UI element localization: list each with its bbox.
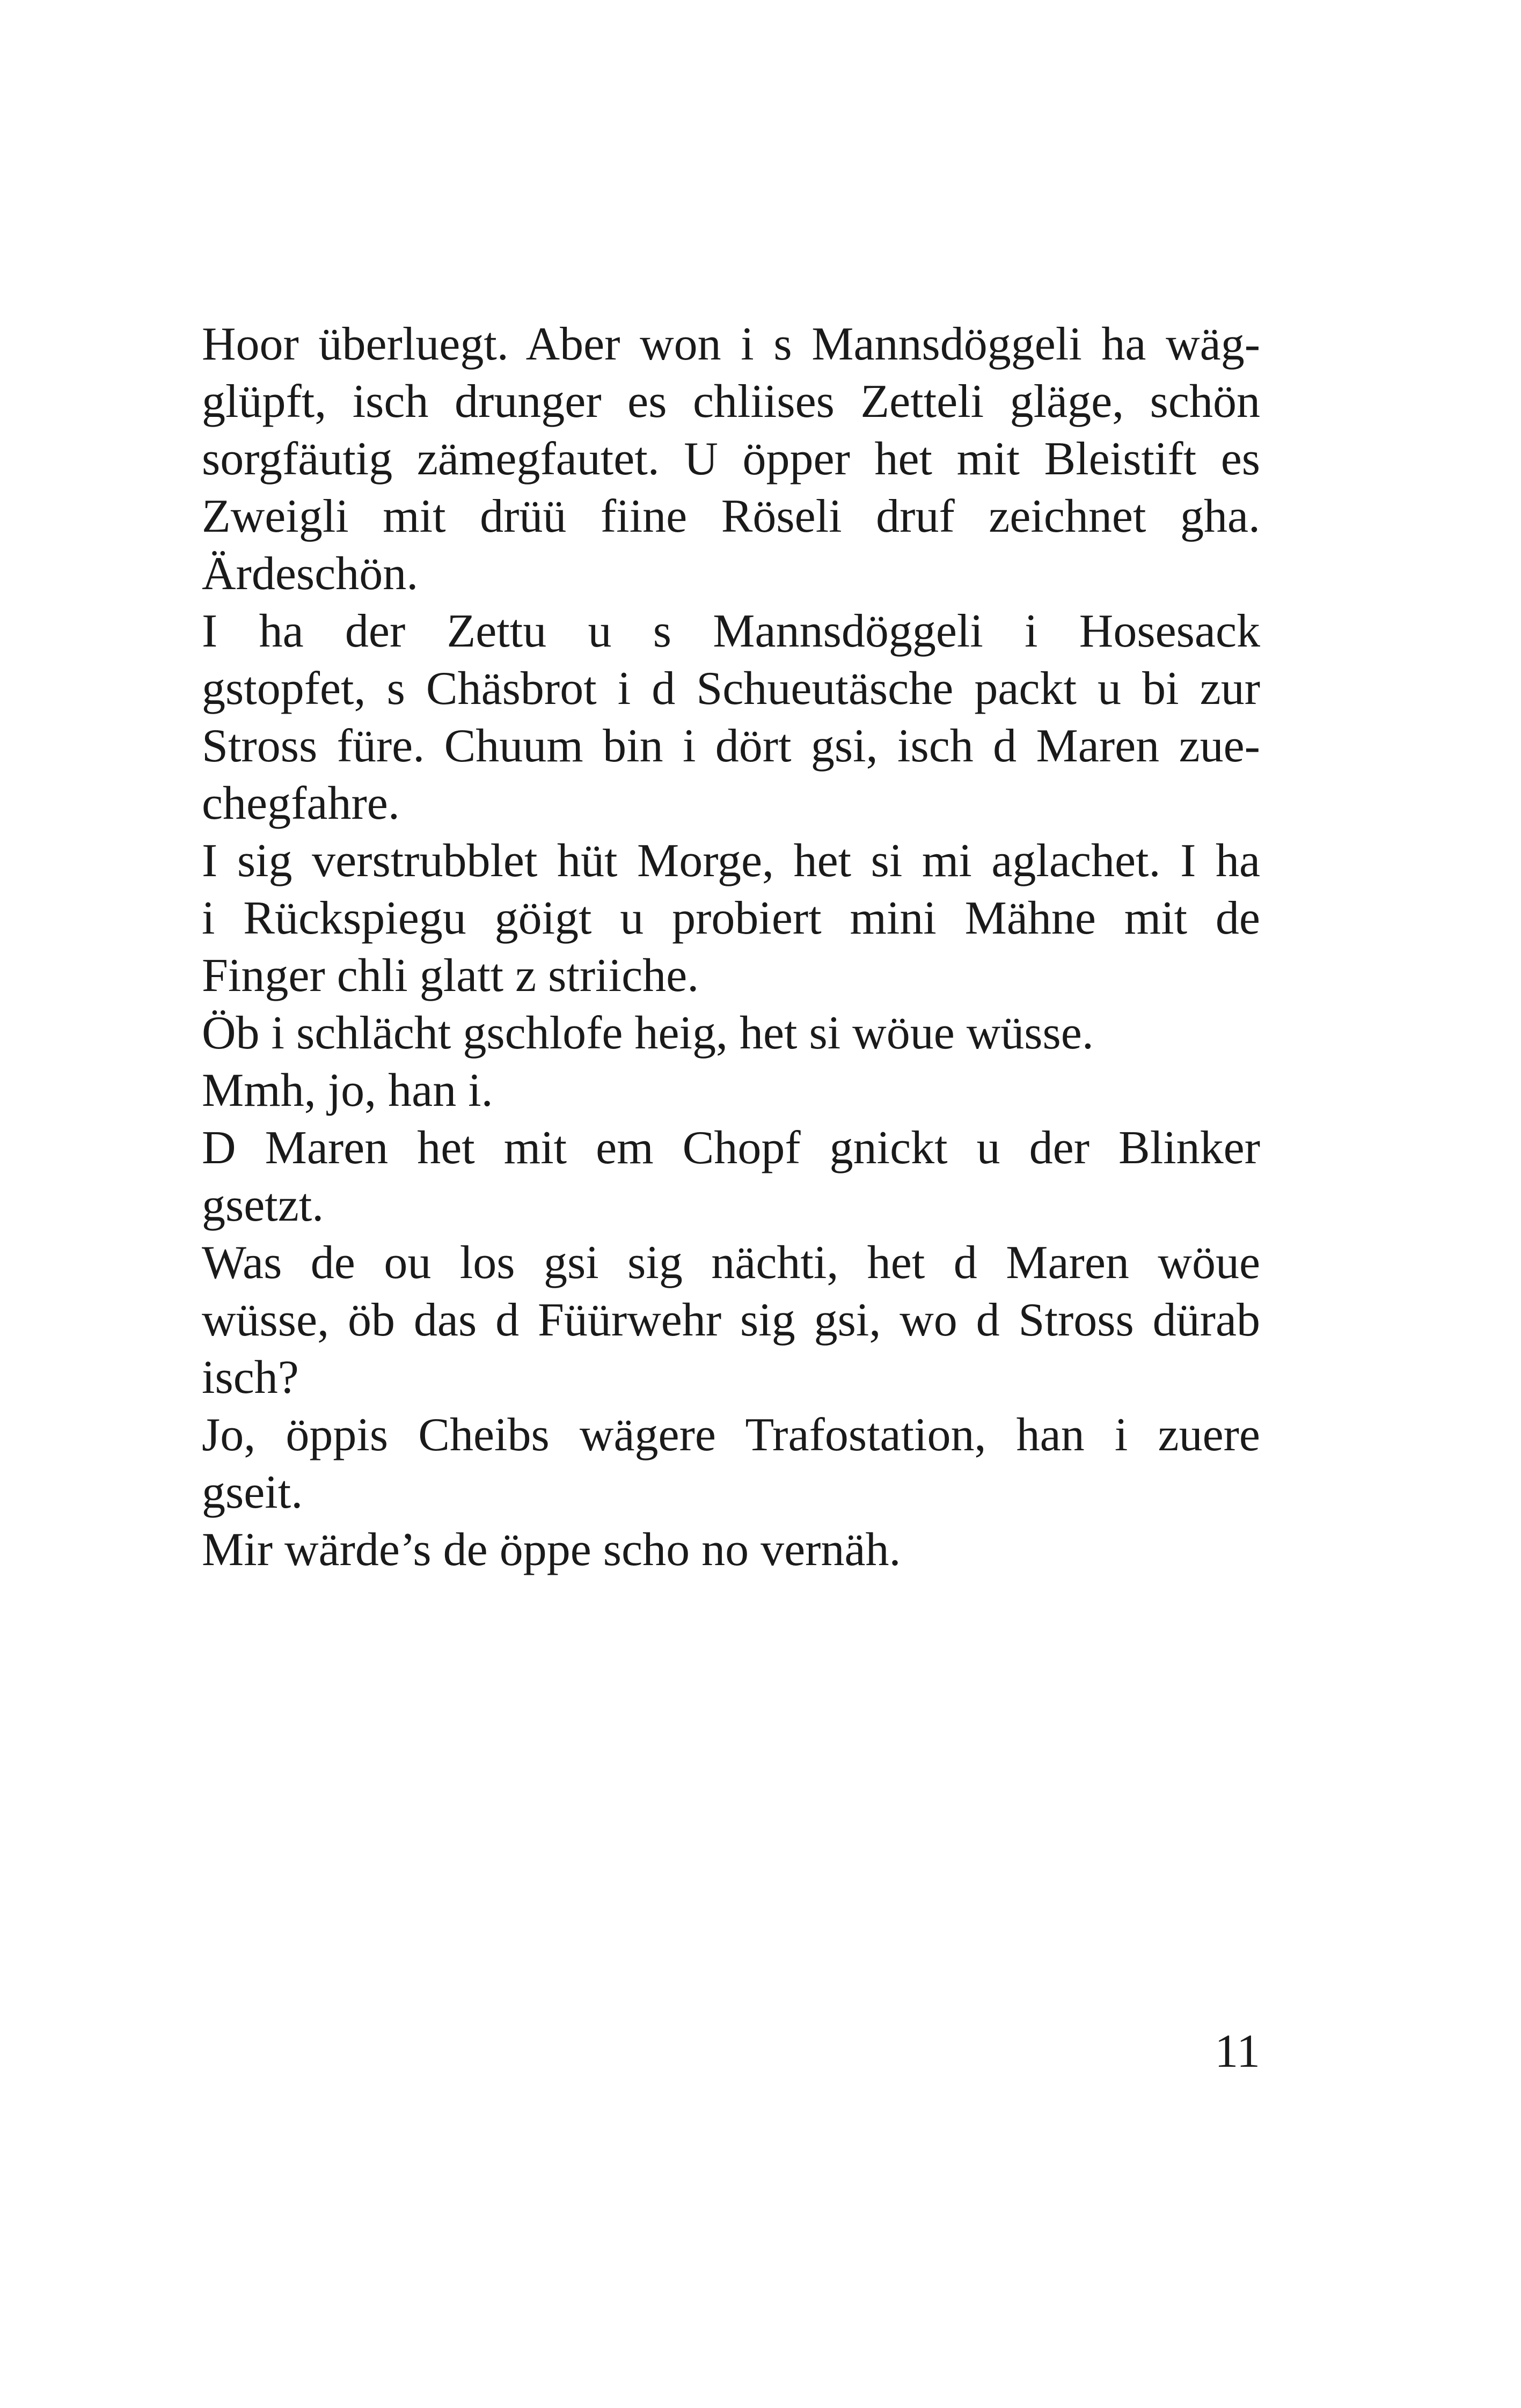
- text-line: Jo, öppis Cheibs wägere Trafostation, han i zuere: [202, 1409, 1260, 1461]
- body-text: [202, 315, 1260, 1579]
- text-line: Öb i schlächt gschlofe heig, het si wöue wüsse.: [202, 1007, 1094, 1059]
- text-line: sorgfäutig zämegfautet. U öpper het mit Bleistift es: [202, 433, 1260, 485]
- text-line: Mir wärde’s de öppe scho no vernäh.: [202, 1524, 901, 1576]
- page-number: 11: [1215, 2025, 1260, 2077]
- text-line: Hoor überluegt. Aber won i s Mannsdöggeli ha wäg-: [202, 318, 1260, 370]
- text-line: gstopfet, s Chäsbrot i d Schueutäsche packt u bi zur: [202, 663, 1260, 715]
- text-line: glüpft, isch drunger es chliises Zetteli gläge, schön: [202, 376, 1260, 428]
- text-line: gseit.: [202, 1466, 303, 1518]
- text-line: D Maren het mit em Chopf gnickt u der Blinker: [202, 1122, 1260, 1174]
- text-line: I sig verstrubblet hüt Morge, het si mi aglachet. I ha: [202, 835, 1260, 887]
- text-line: chegfahre.: [202, 777, 400, 829]
- text-line: Mmh, jo, han i.: [202, 1064, 493, 1117]
- text-line: Ärdeschön.: [202, 548, 419, 600]
- text-line: i Rückspiegu göigt u probiert mini Mähne mit de: [202, 892, 1260, 944]
- text-line: wüsse, öb das d Füürwehr sig gsi, wo d Stross dürab: [202, 1294, 1260, 1346]
- text-line: I ha der Zettu u s Mannsdöggeli i Hosesack: [202, 605, 1260, 657]
- text-line: gsetzt.: [202, 1179, 324, 1231]
- text-line: Stross füre. Chuum bin i dört gsi, isch d Maren zue-: [202, 720, 1260, 772]
- text-line: Zweigli mit drüü fiine Röseli druf zeichnet gha.: [202, 490, 1260, 542]
- text-line: Was de ou los gsi sig nächti, het d Maren wöue: [202, 1237, 1260, 1289]
- text-line: isch?: [202, 1352, 299, 1404]
- text-line: Finger chli glatt z striiche.: [202, 950, 699, 1002]
